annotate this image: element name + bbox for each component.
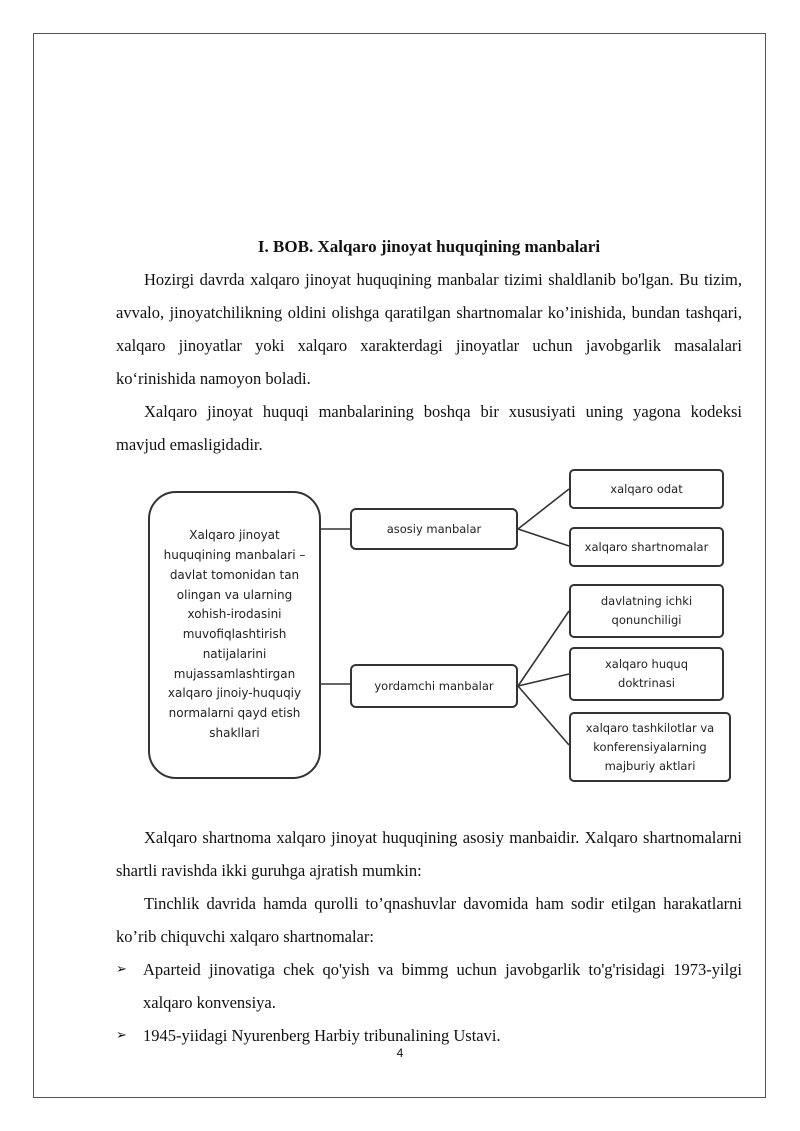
diagram-root-box	[148, 491, 321, 779]
list-item	[116, 953, 742, 1019]
page-content	[116, 235, 742, 1052]
huquq-doktrinasi-label: xalqaro huquq doktrinasi	[604, 657, 689, 690]
box-ichki-qonunchilik	[569, 584, 724, 638]
diagram-root-text: Xalqaro jinoyat huquqining manbalari – davlat tomonidan tan olingan va ularning xohish-irodasini muvofiqlashtirish natijalarini mujassamlashtirgan xalqaro jinoiy-huquqiy normalarni qayd etish shakllari	[163, 528, 306, 741]
list-item-text: 1945-yiidagi Nyurenberg Harbiy tribunalining Ustavi.	[143, 1026, 501, 1045]
box-xalqaro-odat	[569, 469, 724, 509]
xalqaro-odat-label: xalqaro odat	[610, 481, 683, 496]
connector-asosiy-odat	[518, 489, 569, 529]
box-yordamchi-manbalar	[350, 664, 518, 708]
tashkilotlar-aktlari-label: xalqaro tashkilotlar va konferensiyalarning majburiy aktlari	[585, 720, 715, 773]
asosiy-manbalar-label: asosiy manbalar	[386, 521, 482, 536]
paragraph-4: Tinchlik davrida hamda qurolli to’qnashuvlar davomida ham sodir etilgan harakatlarni ko’rib chiquvchi xalqaro shartnomalar:	[116, 894, 742, 946]
arrow-bullet-icon: ➢	[116, 1028, 127, 1043]
yordamchi-manbalar-label: yordamchi manbalar	[374, 678, 494, 693]
box-asosiy-manbalar	[350, 508, 518, 550]
sources-diagram	[116, 461, 742, 821]
page-number: 4	[396, 1046, 404, 1060]
chapter-heading: I. BOB. Xalqaro jinoyat huquqining manbalari	[257, 237, 601, 256]
connector-asosiy-shartnomalar	[518, 529, 569, 546]
box-tashkilotlar-aktlari	[569, 712, 731, 782]
arrow-bullet-icon: ➢	[116, 962, 127, 977]
list-item-text: Aparteid jinovatiga chek qo'yish va bimmg uchun javobgarlik to'g'risidagi 1973-yilgi xalqaro konvensiya.	[143, 960, 742, 1012]
connector-yordamchi-ichki	[518, 611, 569, 686]
treaty-list	[116, 953, 742, 1052]
paragraph-3: Xalqaro shartnoma xalqaro jinoyat huquqining asosiy manbaidir. Xalqaro shartnomalarni shartli ravishda ikki guruhga ajratish mumkin:	[116, 828, 742, 880]
box-huquq-doktrinasi	[569, 647, 724, 701]
paragraph-2: Xalqaro jinoyat huquqi manbalarining boshqa bir xususiyati uning yagona kodeksi mavjud emasligidadir.	[116, 402, 742, 454]
xalqaro-shartnomalar-label: xalqaro shartnomalar	[584, 539, 709, 554]
box-xalqaro-shartnomalar	[569, 527, 724, 567]
connector-yordamchi-tashkilotlar	[518, 686, 569, 745]
ichki-qonunchilik-label: davlatning ichki qonunchiligi	[600, 594, 693, 627]
paragraph-1: Hozirgi davrda xalqaro jinoyat huquqining manbalar tizimi shaldlanib bo'lgan. Bu tizim, avvalo, jinoyatchilikning oldini olishga qaratilgan shartnomalar ko’inishida, bundan tashqari, xalqaro jinoyatlar yoki xalqaro xarakterdagi jinoyatlar uchun javobgarlik masalalari ko‘rinishida namoyon boladi.	[116, 270, 742, 388]
